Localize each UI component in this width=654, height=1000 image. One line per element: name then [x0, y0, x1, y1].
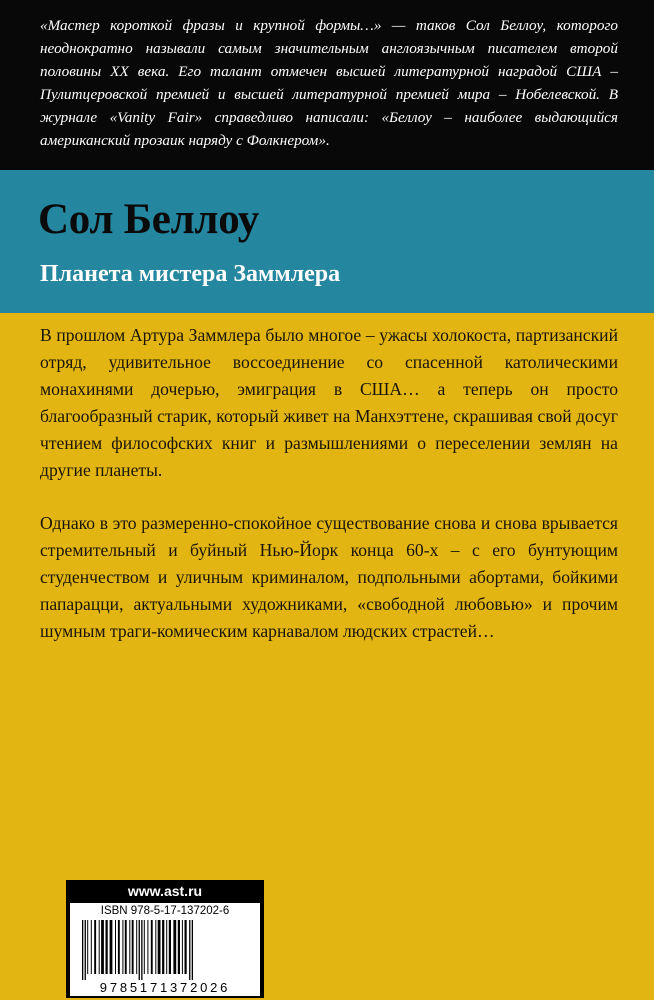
book-title: Планета мистера Заммлера	[40, 261, 341, 287]
description-paragraph-1: В прошлом Артура Заммлера было многое – ужасы холокоста, партизанский отряд, удивительное воссоединение со спасенной католическими монахинями дочерью, эмиграция в США… а теперь он просто благообразный старик, который живет на Манхэттене, скрашивая свой досуг чтением философских книг и размышлениями о переселении землян на другие планеты.	[40, 325, 618, 480]
barcode-digits: 9785171372026	[99, 980, 231, 995]
publisher-website: www.ast.ru	[127, 883, 203, 899]
book-description	[40, 322, 618, 671]
quote-panel	[0, 0, 654, 170]
barcode-icon	[80, 920, 256, 980]
barcode-panel	[70, 903, 260, 996]
isbn-number: ISBN 978-5-17-137202-6	[100, 905, 230, 917]
praise-quote: «Мастер короткой фразы и крупной формы…» — таков Сол Беллоу, которого неоднократно называли самым значительным англоязычным писателем второй половины XX века. Его талант отмечен высшей литературной наградой США – Пулитцеровской премией и высшей литературной премией мира – Нобелевской. В журнале «Vanity Fair» справедливо написали: «Беллоу – наиболее выдающийся американский прозаик наряду с Фолкнером».	[40, 17, 618, 149]
author-name: Сол Беллоу	[38, 196, 259, 243]
description-paragraph-2: Однако в это размеренно-спокойное существование снова и снова врывается стремительный и буйный Нью-Йорк конца 60-х – с его бунтующим студенчеством и уличным криминалом, подпольными абортами, бойкими папарацци, актуальными художниками, «свободной любовью» и прочим шумным траги-комическим карнавалом людских страстей…	[40, 513, 618, 641]
